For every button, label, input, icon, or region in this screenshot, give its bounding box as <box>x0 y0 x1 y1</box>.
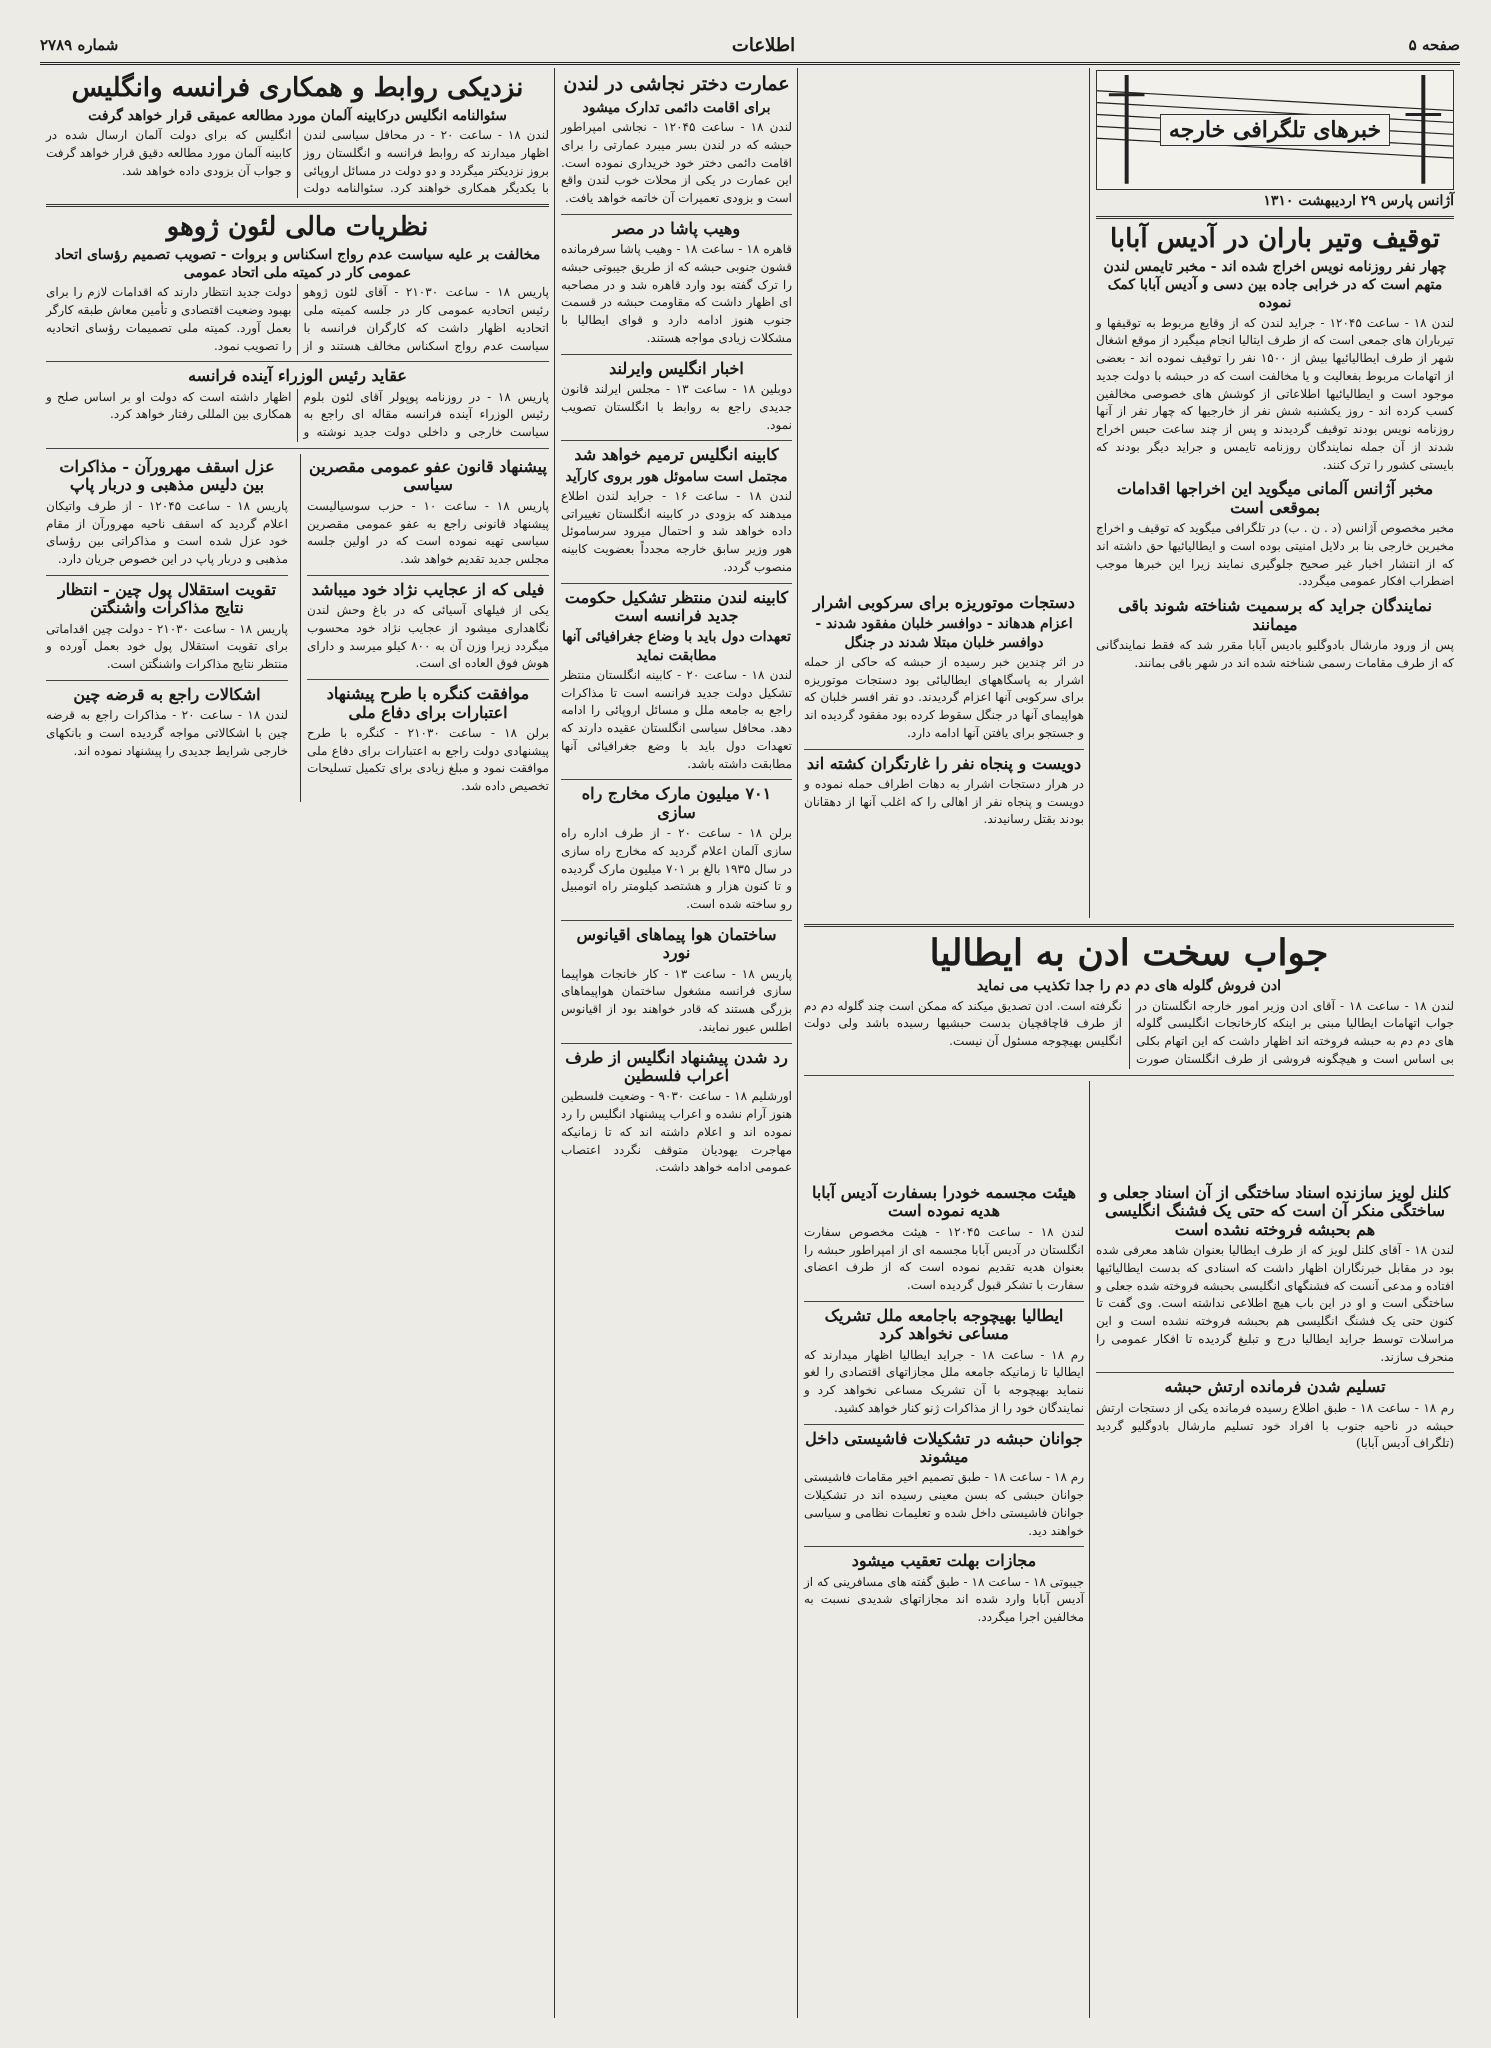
article-body: پاریس ۱۸ - ساعت ۲۱۰۳۰ - آقای لئون ژوهو رئیس اتحادیه عمومی کار در جلسه کمیته ملی اتحادیه اظهار داشت که کارگران فرانسه با سیاست عدم رواج اسکناس مخالف هستند و از دولت جدید انتظار دارند که اقدامات لازم را برای بهبود وضعیت اقتصادی و تأمین معاش طبقه کارگر بعمل آورد. کمیته ملی تصمیمات رؤسای اتحادیه را تصویب نمود. <box>46 285 549 353</box>
headline: رد شدن پیشنهاد انگلیس از طرف اعراب فلسطین <box>565 1047 788 1085</box>
article-body: یکی از فیلهای آسیائی که در باغ وحش لندن نگاهداری میشود از عجایب نژاد خود محسوب میگردد زیرا وزن آن به ۸۰۰ کیلو میرسد و دارای هوش فوق العاده ای است. <box>307 603 550 671</box>
page-number: صفحه ۵ <box>1408 36 1460 54</box>
sub-column <box>300 454 549 802</box>
article-body: لندن ۱۸ - ساعت ۲۰ - در محافل سیاسی لندن اظهار میدارند که روابط فرانسه و انگلستان روز بروز نزدیکتر میگردد و دو دولت در مسائل اروپائی با یکدیگر همکاری خواهند کرد. سئوالنامه دولت انگلیس که برای دولت آلمان ارسال شده در کابینه آلمان مورد مطالعه دقیق قرار خواهد گرفت و جواب آن بزودی داده خواهد شد. <box>46 128 549 196</box>
article-body: لندن ۱۸ - ساعت ۱۸ - آقای ادن وزیر امور خارجه انگلستان در جواب اتهامات ایطالیا مبنی بر اینکه کارخانجات انگلیسی گلوله های دم دم به حبشه فروخته اند اظهار داشت که این اتهام بکلی بی اساس است و هیچگونه فروشی از طرف انگلستان صورت نگرفته است. ادن تصدیق میکند که ممکن است چند گلوله دم دم از طرف قاچاقچیان بدست حبشیها رسیده باشد ولی دولت انگلیس بهیچوجه مسئول آن نیست. <box>804 998 1454 1066</box>
subheadline: مخالفت بر علیه سیاست عدم رواج اسکناس و بروات - تصویب تصمیم رؤسای اتحاد عمومی کار در کمیته ملی اتحاد عمومی <box>54 246 541 282</box>
headline: فیلی که از عجایب نژاد خود میباشد <box>311 579 545 599</box>
article-body: دوبلین ۱۸ - ساعت ۱۳ - مجلس ایرلند قانون جدیدی راجع به روابط با انگلستان تصویب نمود. <box>561 382 792 432</box>
article-body: لندن ۱۸ - ساعت ۱۲۰۴۵ - هیئت مخصوص سفارت انگلستان در آدیس آبابا مجسمه ای از امپراطور حبشه را بعنوان هدیه تقدیم نموده است که از طرف اعضای سفارت با تشکر قبول گردیده است. <box>804 1224 1085 1293</box>
headline: کابینه انگلیس ترمیم خواهد شد <box>574 445 779 465</box>
subheadline: اعزام هدهاند - دوافسر خلبان مفقود شدند - دوافسر خلبان مبتلا شدند در جنگل <box>815 616 1073 651</box>
article-body: پاریس ۱۸ - ساعت ۲۱۰۳۰ - دولت چین اقداماتی برای تقویت استقلال پول خود بعمل آورده و منتظر نتایج مذاکرات واشنگتن است. <box>46 621 288 672</box>
headline: اشکالات راجع به قرضه چین <box>73 684 261 704</box>
subheadline: برای اقامت دائمی تدارک میشود <box>582 99 771 116</box>
headline: پیشنهاد قانون عفو عمومی مقصرین سیاسی <box>309 456 547 495</box>
headline: مجازات بهلت تعقیب میشود <box>851 1551 1037 1571</box>
article-body: جیبوتی ۱۸ - ساعت ۱۸ - طبق گفته های مسافرینی که از آدیس آبابا وارد شده اند مجازاتهای شدیدی نسبت به مخالفین اجرا میگردد. <box>804 1574 1084 1625</box>
article-body: رم ۱۸ - ساعت ۱۸ - طبق تصمیم اخیر مقامات فاشیستی جوانان حبشی که بسن معینی رسیده اند در تشکیلات جوانان فاشیستی داخل شده و تعلیمات نظامی و سیاسی خواهند دید. <box>804 1470 1084 1538</box>
headline: نظریات مالی لئون ژوهو <box>166 212 429 243</box>
headline: دویست و پنجاه نفر را غارتگران کشته اند <box>806 753 1082 773</box>
headline: کلنل لویز سازنده اسناد ساختگی از آن اسناد جعلی و ساختگی منکر آن است که حتی یک فشنگ انگلیسی هم بحبشه فروخته نشده است <box>1099 1183 1451 1239</box>
headline: هیئت مجسمه خودرا بسفارت آدیس آبابا هدیه نموده است <box>811 1183 1077 1221</box>
column-4 <box>40 68 555 2018</box>
headline: جوانان حبشه در تشکیلات فاشیستی داخل میشوند <box>805 1428 1083 1466</box>
article-body: لندن ۱۸ - ساعت ۲۰ - مذاکرات راجع به قرضه چین با اشکالاتی مواجه گردیده است و بانکهای خارجی شرایط جدیدی را پیشنهاد نموده اند. <box>46 708 289 758</box>
headline: نزدیکی روابط و همکاری فرانسه وانگلیس <box>71 73 524 103</box>
article-body: پاریس ۱۸ - ساعت ۱۳ - کار خانجات هواپیما سازی فرانسه مشغول ساختمان هواپیماهای بزرگی هستند که قادر خواهند بود از اقیانوس اطلس عبور نمایند. <box>561 966 792 1034</box>
two-column-section <box>46 454 549 802</box>
column-2-lower <box>798 1178 1090 2018</box>
article-body: قاهره ۱۸ - ساعت ۱۸ - وهیب پاشا سرفرمانده قشون جنوبی حبشه که از طریق جیبوتی حبشه را ترک گفته بود وارد قاهره شد و در مصاحبه ای اظهار داشت که مقاومت حبشه در قسمت جنوب هنوز ادامه دارد و قوای ایطالیا با مشکلات زیادی مواجه هستند. <box>561 242 793 345</box>
sub-column <box>46 454 288 802</box>
article-body: لندن ۱۸ - ساعت ۲۰ - کابینه انگلستان منتظر تشکیل دولت جدید فرانسه است تا مذاکرات راجع به جامعه ملل و مسائل اروپائی را ادامه دهد. محافل سیاسی انگلستان عقیده دارند که تعهدات دول باید با وضع جغرافیائی آنها مطابقت داشته باشد. <box>561 667 793 771</box>
page-header <box>40 28 1460 65</box>
headline: نمایندگان جراید که برسمیت شناخته شوند باقی میمانند <box>1118 596 1432 634</box>
subheadline: سئوالنامه انگلیس درکابینه آلمان مورد مطالعه عمیقی قرار خواهد گرفت <box>88 107 507 124</box>
subheadline: مجتمل است ساموئل هور بروی کارآید <box>565 468 788 485</box>
article-body: لندن ۱۸ - ساعت ۱۶ - جراید لندن اطلاع میدهند که بزودی در کابینه انگلستان تغییراتی داده خواهد شد و احتمال میرود سرساموئل هور وزیر سابق خارجه مجدداً بعضویت کابینه منصوب گردد. <box>561 488 793 574</box>
headline: کابینه لندن منتظر تشکیل حکومت جدید فرانسه است <box>564 587 789 626</box>
article-body: اورشلیم ۱۸ - ساعت ۹۰۳۰ - وضعیت فلسطین هنوز آرام نشده و اعراب پیشنهاد انگلیس را رد نموده اند و اعلام داشته اند که تا زمانیکه مهاجرت یهودیان متوقف نگردد اعتصاب عمومی ادامه خواهد داشت. <box>561 1089 793 1175</box>
telegraph-banner <box>1096 70 1454 190</box>
newspaper-page <box>40 28 1460 2018</box>
newspaper-name: اطلاعات <box>731 34 796 56</box>
headline: اخبار انگلیس وایرلند <box>609 358 744 378</box>
article-body: مخبر مخصوص آژانس (د . ن . ب) در تلگرافی میگوید که توقیف و اخراج مخبرین خارجی بنا بر دلایل امنیتی بوده است و ایطالیائیها حق داشته اند که از انتشار اخبار غیر صحیح جلوگیری نمایند زیرا این خبرها موجب اضطراب افکار عمومی میگردد. <box>1096 521 1454 589</box>
agency-dateline: آژانس پارس ۲۹ اردیبهشت ۱۳۱۰ <box>1263 193 1454 209</box>
article-body: در اثر چندین خبر رسیده از حبشه که حاکی از حمله اشرار به پاسگاههای ایطالیائی بود دستجات موتوریزه برای سرکوبی آنها اعزام گردیدند. دو نفر افسر خلبان که هواپیمای آنها در جنگل سقوط کرده بود مفقود گردیده اند و جستجو برای یافتن آنها ادامه دارد. <box>804 654 1084 740</box>
headline: عمارت دختر نجاشی در لندن <box>563 73 790 95</box>
headline: عقاید رئیس الوزراء آینده فرانسه <box>188 366 407 386</box>
article-body: برلن ۱۸ - ساعت ۲۰ - از طرف اداره راه سازی آلمان اعلام گردید که مخارج راه سازی در سال ۱۹۳۵ بالغ بر ۷۰۱ میلیون مارک گردیده و تا کنون هزار و هشتصد کیلومتر راه اتومبیل رو ساخته شده است. <box>561 826 792 912</box>
article-body: در هرار دستجات اشرار به دهات اطراف حمله نموده و دویست و پنجاه نفر از اهالی را که اغلب آنها از دهقانان بودند بقتل رسانیدند. <box>804 776 1084 827</box>
headline: ساختمان هوا پیماهای اقیانوس نورد <box>576 924 777 963</box>
article-body: رم ۱۸ - ساعت ۱۸ - طبق اطلاع رسیده فرمانده یکی از دستجات ارتش حبشه در ناحیه جنوب با افراد خود تسلیم مارشال بادوگلیو گردید (تلگراف آدیس آبابا) <box>1096 1400 1454 1451</box>
headline: ۷۰۱ میلیون مارک مخارج راه سازی <box>581 784 772 822</box>
headline: توقیف وتیر باران در آدیس آبابا <box>1110 224 1440 255</box>
article-body: لندن ۱۸ - آقای کلنل لویز که از طرف ایطالیا بعنوان شاهد معرفی شده بود در مقابل خبرنگاران اظهار داشت که اسنادی که بدست ایطالیائیها افتاده و مدعی آنست که فشنگهای انگلیسی بحبشه فروخته شده جعلی و ساختگی است و او در این باب هیچ اطلاعی نداشته است. وی گفت تا کنون حتی یک فشنگ انگلیسی هم بحبشه فروخته نشده است و این مراسلات توسط جراید ایطالیا درج و تبلیغ گردیده تا افکار عمومی را منحرف سازند. <box>1096 1243 1454 1364</box>
wide-article <box>798 918 1460 1081</box>
column-2-upper <box>798 588 1090 860</box>
subheadline: چهار نفر روزنامه نویس اخراج شده اند - مخبر تایمس لندن متهم است که در خرابی جاده بین دسی و آدیس آبابا کمک نموده <box>1103 259 1447 312</box>
headline: ایطالیا بهیچوجه باجامعه ملل تشریک مساعی نخواهد کرد <box>824 1305 1064 1344</box>
article-body: پس از ورود مارشال بادوگلیو بادیس آبابا مقرر شد که فقط نمایندگانی که از طرف مقامات رسمی شناخته شده اند در شهر باقی بمانند. <box>1096 637 1454 670</box>
subheadline: تعهدات دول باید با وضاع جغرافیائی آنها مطابقت نماید <box>561 629 792 664</box>
headline: مخبر آژانس آلمانی میگوید این اخراجها اقدامات بموقعی است <box>1116 479 1434 517</box>
headline: تقویت استقلال پول چین - انتظار نتایج مذاکرات واشنگتن <box>57 579 277 618</box>
article-body: پاریس ۱۸ - در روزنامه پوپولر آقای لئون بلوم رئیس الوزراء آینده فرانسه مقاله ای راجع به سیاست خارجی و داخلی دولت جدید نوشته و اظهار داشته است که دولت او بر اساس صلح و همکاری بین المللی رفتار خواهد کرد. <box>46 389 549 440</box>
column-3 <box>555 68 798 2018</box>
headline: موافقت کنگره با طرح پیشنهاد اعتبارات برای دفاع ملی <box>326 684 530 722</box>
article-body: پاریس ۱۸ - ساعت ۱۰ - حزب سوسیالیست پیشنهاد قانونی راجع به عفو عمومی مقصرین سیاسی تهیه نموده است که در اولین جلسه مجلس جدید تقدیم خواهد شد. <box>307 498 550 567</box>
headline: عزل اسقف مهرورآن - مذاکرات بین دلیس مذهبی و دربار پاپ <box>59 456 275 495</box>
headline: وهیب پاشا در مصر <box>612 218 741 238</box>
article-body: لندن ۱۸ - ساعت ۱۲۰۴۵ - جراید لندن که از وقایع مربوط به توقیفها و تیرباران های جمعی است که از طرف ایتالیا انجام میگیرد از موقع اشغال شهر از طرف ایطالیائیها بیش از ۱۵۰۰ نفر را توقیف نموده اند - بعضی از اتهامات مربوط بفعالیت و یا مخالفت است که در حبشه با دولت جدید موجود است و ایطالیائیها اطلاعاتی از کوشش های خصوصی مخالفین کسب کرده اند - روز یکشنبه شش نفر از خارجیها که چهار نفر از آنها روزنامه نویس بودند توقیف گردیدند و پس از چند ساعت حبس اخراج شدند از آن جمله نمایندگان روزنامه تایمس و جراید دیگر بودند که بایستی کشور را ترک کنند. <box>1096 315 1455 472</box>
issue-number: شماره ۲۷۸۹ <box>40 36 119 54</box>
headline: دستجات موتوریزه برای سرکوبی اشرار <box>813 593 1075 612</box>
article-body: پاریس ۱۸ - ساعت ۱۲۰۴۵ - از طرف واتیکان اعلام گردید که اسقف ناحیه مهرورآن از مقام خود عزل شده است و مذاکراتی بین رؤسای مذهبی و دربار پاپ در این خصوص جریان دارد. <box>46 498 288 567</box>
banner-title: خبرهای تلگرافی خارجه <box>1160 114 1390 146</box>
subheadline: ادن فروش گلوله های دم دم را جدا تکذیب می نماید <box>977 978 1281 995</box>
column-1-lower <box>1090 1178 1460 2018</box>
headline: جواب سخت ادن به ایطالیا <box>929 932 1329 974</box>
article-body: لندن ۱۸ - ساعت ۱۲۰۴۵ - نجاشی امپراطور حبشه که در لندن بسر میبرد عمارتی را برای اقامت دائمی دختر خود خریداری نموده است. این عمارت در یکی از محلات خوب لندن واقع است و بزودی تعمیرات آن خاتمه خواهد یافت. <box>561 120 793 206</box>
headline: تسلیم شدن فرمانده ارتش حبشه <box>1164 1377 1386 1397</box>
article-body: رم ۱۸ - ساعت ۱۸ - جراید ایطالیا اظهار میدارند که ایطالیا تا زمانیکه جامعه ملل مجازاتهای اقتصادی را لغو ننماید بهیچوجه با آن تشریک مساعی نخواهد کرد و نمایندگان خود را از مذاکرات ژنو کنار خواهد کشید. <box>804 1347 1084 1415</box>
article-body: برلن ۱۸ - ساعت ۲۱۰۳۰ - کنگره با طرح پیشنهادی دولت راجع به اعتبارات برای دفاع ملی موافقت نمود و مبلغ زیادی برای تکمیل تسلیحات تخصیص داده شد. <box>307 725 549 794</box>
